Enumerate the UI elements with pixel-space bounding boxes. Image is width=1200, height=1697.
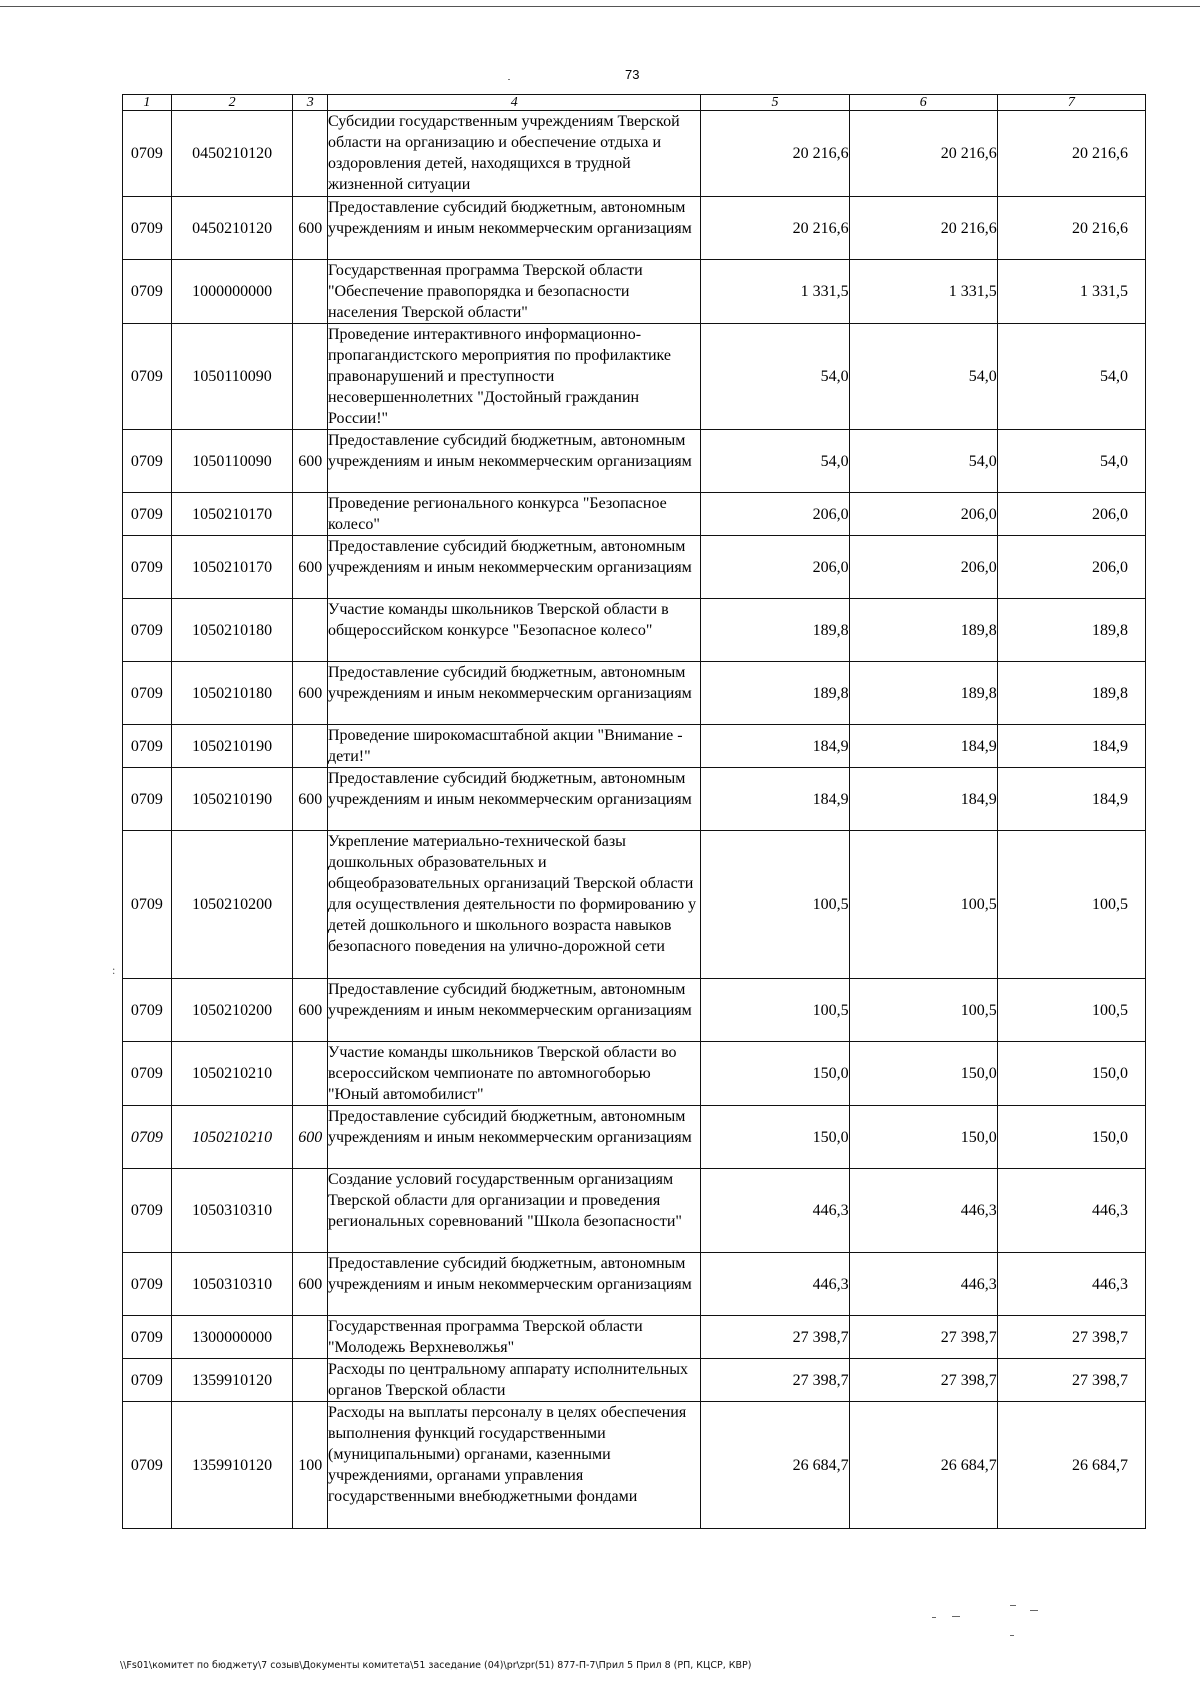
- amount-col-6-cell: 54,0: [849, 430, 997, 493]
- amount-col-5-cell: 27 398,7: [701, 1316, 849, 1359]
- table-body: [123, 111, 1146, 1529]
- expense-type-cell: [293, 599, 328, 662]
- target-code-cell: 1050210170: [171, 493, 293, 536]
- amount-col-5-cell: 446,3: [701, 1169, 849, 1253]
- target-code-cell: 1050310310: [171, 1253, 293, 1316]
- amount-col-5-cell: 206,0: [701, 536, 849, 599]
- description-cell: Предоставление субсидий бюджетным, автономным учреждениям и иным некоммерческим организациям: [327, 536, 700, 599]
- amount-col-5-cell: 100,5: [701, 979, 849, 1042]
- amount-col-5-cell: 150,0: [701, 1106, 849, 1169]
- table-row: [123, 430, 1146, 493]
- description-cell: Укрепление материально-технической базы дошкольных образовательных и общеобразовательных организаций Тверской области для осуществления деятельности по формированию у детей дошкольного и школьного возраста навыков безопасного поведения на улично-дорожной сети: [327, 831, 700, 979]
- amount-col-6-cell: 184,9: [849, 768, 997, 831]
- section-code-cell: 0709: [123, 197, 172, 260]
- amount-col-5-cell: 189,8: [701, 662, 849, 725]
- amount-col-6-cell: 150,0: [849, 1106, 997, 1169]
- section-code-cell: 0709: [123, 979, 172, 1042]
- target-code-cell: 1050310310: [171, 1169, 293, 1253]
- margin-mark: :: [112, 963, 116, 977]
- description-cell: Предоставление субсидий бюджетным, автономным учреждениям и иным некоммерческим организациям: [327, 662, 700, 725]
- section-code-cell: 0709: [123, 1042, 172, 1106]
- amount-col-7-cell: 446,3: [997, 1169, 1145, 1253]
- expense-type-cell: [293, 725, 328, 768]
- table-row: [123, 111, 1146, 197]
- description-cell: Субсидии государственным учреждениям Тверской области на организацию и обеспечение отдыха и оздоровления детей, находящихся в трудной жизненной ситуации: [327, 111, 700, 197]
- amount-col-6-cell: 100,5: [849, 979, 997, 1042]
- expense-type-cell: 600: [293, 1253, 328, 1316]
- description-cell: Предоставление субсидий бюджетным, автономным учреждениям и иным некоммерческим организациям: [327, 979, 700, 1042]
- expense-type-cell: 600: [293, 197, 328, 260]
- table-row: [123, 1169, 1146, 1253]
- amount-col-6-cell: 189,8: [849, 599, 997, 662]
- section-code-cell: 0709: [123, 768, 172, 831]
- section-code-cell: 0709: [123, 260, 172, 324]
- amount-col-6-cell: 100,5: [849, 831, 997, 979]
- target-code-cell: 1050210210: [171, 1042, 293, 1106]
- table-row: [123, 1042, 1146, 1106]
- section-code-cell: 0709: [123, 1316, 172, 1359]
- amount-col-6-cell: 150,0: [849, 1042, 997, 1106]
- description-cell: Предоставление субсидий бюджетным, автономным учреждениям и иным некоммерческим организациям: [327, 197, 700, 260]
- amount-col-7-cell: 446,3: [997, 1253, 1145, 1316]
- table-row: [123, 1106, 1146, 1169]
- description-cell: Государственная программа Тверской области "Обеспечение правопорядка и безопасности населения Тверской области": [327, 260, 700, 324]
- section-code-cell: 0709: [123, 1106, 172, 1169]
- description-cell: Участие команды школьников Тверской области в общероссийском конкурсе "Безопасное колесо": [327, 599, 700, 662]
- description-cell: Расходы по центральному аппарату исполнительных органов Тверской области: [327, 1359, 700, 1402]
- amount-col-5-cell: 54,0: [701, 430, 849, 493]
- amount-col-6-cell: 27 398,7: [849, 1359, 997, 1402]
- header-col-7: 7: [997, 95, 1145, 111]
- section-code-cell: 0709: [123, 662, 172, 725]
- section-code-cell: 0709: [123, 536, 172, 599]
- target-code-cell: 1050210180: [171, 599, 293, 662]
- target-code-cell: 1050210200: [171, 831, 293, 979]
- target-code-cell: 1000000000: [171, 260, 293, 324]
- amount-col-6-cell: 189,8: [849, 662, 997, 725]
- page-number: 73: [625, 67, 640, 82]
- header-row: [123, 95, 1146, 111]
- target-code-cell: 1050210190: [171, 725, 293, 768]
- table-row: [123, 599, 1146, 662]
- target-code-cell: 1359910120: [171, 1402, 293, 1529]
- table-row: [123, 260, 1146, 324]
- amount-col-7-cell: 100,5: [997, 979, 1145, 1042]
- section-code-cell: 0709: [123, 831, 172, 979]
- description-cell: Проведение интерактивного информационно-пропагандистского мероприятия по профилактике правонарушений и преступности несовершеннолетних "Достойный гражданин России!": [327, 324, 700, 430]
- expense-type-cell: 100: [293, 1402, 328, 1529]
- section-code-cell: 0709: [123, 599, 172, 662]
- target-code-cell: 1050210200: [171, 979, 293, 1042]
- section-code-cell: 0709: [123, 324, 172, 430]
- amount-col-7-cell: 27 398,7: [997, 1359, 1145, 1402]
- amount-col-7-cell: 54,0: [997, 324, 1145, 430]
- target-code-cell: 1050210210: [171, 1106, 293, 1169]
- scan-speck: [952, 1616, 960, 1617]
- expense-type-cell: 600: [293, 430, 328, 493]
- description-cell: Создание условий государственным организациям Тверской области для организации и проведения региональных соревнований "Школа безопасности": [327, 1169, 700, 1253]
- amount-col-7-cell: 26 684,7: [997, 1402, 1145, 1529]
- amount-col-5-cell: 20 216,6: [701, 111, 849, 197]
- budget-table: [122, 94, 1146, 1529]
- table-row: [123, 768, 1146, 831]
- header-col-3: 3: [293, 95, 328, 111]
- section-code-cell: 0709: [123, 430, 172, 493]
- table-row: [123, 197, 1146, 260]
- scan-speck: [1030, 1610, 1038, 1611]
- expense-type-cell: [293, 260, 328, 324]
- amount-col-5-cell: 1 331,5: [701, 260, 849, 324]
- amount-col-7-cell: 189,8: [997, 599, 1145, 662]
- table-row: [123, 493, 1146, 536]
- header-col-6: 6: [849, 95, 997, 111]
- expense-type-cell: [293, 111, 328, 197]
- amount-col-7-cell: 184,9: [997, 725, 1145, 768]
- table-row: [123, 979, 1146, 1042]
- amount-col-5-cell: 26 684,7: [701, 1402, 849, 1529]
- target-code-cell: 1050210190: [171, 768, 293, 831]
- amount-col-5-cell: 184,9: [701, 768, 849, 831]
- amount-col-7-cell: 1 331,5: [997, 260, 1145, 324]
- target-code-cell: 0450210120: [171, 197, 293, 260]
- amount-col-6-cell: 26 684,7: [849, 1402, 997, 1529]
- amount-col-6-cell: 206,0: [849, 536, 997, 599]
- amount-col-7-cell: 206,0: [997, 536, 1145, 599]
- footer-file-path: \\Fs01\комитет по бюджету\7 созыв\Документы комитета\51 заседание (04)\pr\zpr(51) 877-П-7\Прил 5 Прил 8 (РП, КЦСР, КВР): [120, 1660, 752, 1671]
- amount-col-5-cell: 100,5: [701, 831, 849, 979]
- amount-col-6-cell: 1 331,5: [849, 260, 997, 324]
- scan-speck: [1010, 1635, 1014, 1636]
- amount-col-7-cell: 20 216,6: [997, 197, 1145, 260]
- target-code-cell: 1050110090: [171, 430, 293, 493]
- section-code-cell: 0709: [123, 1402, 172, 1529]
- table-header: [123, 95, 1146, 111]
- amount-col-7-cell: 20 216,6: [997, 111, 1145, 197]
- amount-col-6-cell: 27 398,7: [849, 1316, 997, 1359]
- description-cell: Участие команды школьников Тверской области во всероссийском чемпионате по автомногоборью "Юный автомобилист": [327, 1042, 700, 1106]
- amount-col-5-cell: 206,0: [701, 493, 849, 536]
- amount-col-5-cell: 184,9: [701, 725, 849, 768]
- description-cell: Проведение широкомасштабной акции "Внимание - дети!": [327, 725, 700, 768]
- amount-col-5-cell: 189,8: [701, 599, 849, 662]
- amount-col-5-cell: 446,3: [701, 1253, 849, 1316]
- amount-col-6-cell: 446,3: [849, 1253, 997, 1316]
- description-cell: Предоставление субсидий бюджетным, автономным учреждениям и иным некоммерческим организациям: [327, 1106, 700, 1169]
- description-cell: Предоставление субсидий бюджетным, автономным учреждениям и иным некоммерческим организациям: [327, 768, 700, 831]
- target-code-cell: 1050210170: [171, 536, 293, 599]
- section-code-cell: 0709: [123, 725, 172, 768]
- amount-col-5-cell: 20 216,6: [701, 197, 849, 260]
- expense-type-cell: 600: [293, 979, 328, 1042]
- table-row: [123, 324, 1146, 430]
- expense-type-cell: 600: [293, 1106, 328, 1169]
- description-cell: Предоставление субсидий бюджетным, автономным учреждениям и иным некоммерческим организациям: [327, 430, 700, 493]
- expense-type-cell: [293, 831, 328, 979]
- amount-col-6-cell: 184,9: [849, 725, 997, 768]
- description-cell: Расходы на выплаты персоналу в целях обеспечения выполнения функций государственными (муниципальными) органами, казенными учреждениями, органами управления государственными внебюджетными фондами: [327, 1402, 700, 1529]
- header-col-5: 5: [701, 95, 849, 111]
- target-code-cell: 1359910120: [171, 1359, 293, 1402]
- amount-col-7-cell: 189,8: [997, 662, 1145, 725]
- table-row: [123, 1253, 1146, 1316]
- table-row: [123, 1359, 1146, 1402]
- expense-type-cell: [293, 1359, 328, 1402]
- amount-col-6-cell: 446,3: [849, 1169, 997, 1253]
- description-cell: Предоставление субсидий бюджетным, автономным учреждениям и иным некоммерческим организациям: [327, 1253, 700, 1316]
- header-col-1: 1: [123, 95, 172, 111]
- amount-col-6-cell: 20 216,6: [849, 197, 997, 260]
- amount-col-7-cell: 54,0: [997, 430, 1145, 493]
- amount-col-7-cell: 27 398,7: [997, 1316, 1145, 1359]
- section-code-cell: 0709: [123, 493, 172, 536]
- target-code-cell: 1050210180: [171, 662, 293, 725]
- amount-col-5-cell: 27 398,7: [701, 1359, 849, 1402]
- expense-type-cell: [293, 1316, 328, 1359]
- amount-col-7-cell: 206,0: [997, 493, 1145, 536]
- amount-col-7-cell: 150,0: [997, 1042, 1145, 1106]
- expense-type-cell: [293, 1169, 328, 1253]
- table-row: [123, 536, 1146, 599]
- expense-type-cell: [293, 493, 328, 536]
- expense-type-cell: [293, 1042, 328, 1106]
- amount-col-7-cell: 150,0: [997, 1106, 1145, 1169]
- description-cell: Государственная программа Тверской области "Молодежь Верхневолжья": [327, 1316, 700, 1359]
- description-cell: Проведение регионального конкурса "Безопасное колесо": [327, 493, 700, 536]
- section-code-cell: 0709: [123, 1359, 172, 1402]
- table-row: [123, 1316, 1146, 1359]
- target-code-cell: 0450210120: [171, 111, 293, 197]
- header-col-4: 4: [327, 95, 700, 111]
- table-row: [123, 1402, 1146, 1529]
- section-code-cell: 0709: [123, 1169, 172, 1253]
- amount-col-6-cell: 20 216,6: [849, 111, 997, 197]
- amount-col-6-cell: 206,0: [849, 493, 997, 536]
- scan-speck: [508, 79, 510, 80]
- table-row: [123, 831, 1146, 979]
- amount-col-7-cell: 184,9: [997, 768, 1145, 831]
- section-code-cell: 0709: [123, 111, 172, 197]
- expense-type-cell: 600: [293, 662, 328, 725]
- expense-type-cell: [293, 324, 328, 430]
- scan-speck: [932, 1617, 936, 1618]
- target-code-cell: 1050110090: [171, 324, 293, 430]
- target-code-cell: 1300000000: [171, 1316, 293, 1359]
- table-row: [123, 662, 1146, 725]
- header-col-2: 2: [171, 95, 293, 111]
- amount-col-7-cell: 100,5: [997, 831, 1145, 979]
- expense-type-cell: 600: [293, 536, 328, 599]
- section-code-cell: 0709: [123, 1253, 172, 1316]
- amount-col-5-cell: 54,0: [701, 324, 849, 430]
- amount-col-6-cell: 54,0: [849, 324, 997, 430]
- expense-type-cell: 600: [293, 768, 328, 831]
- top-rule: [0, 6, 1200, 7]
- amount-col-5-cell: 150,0: [701, 1042, 849, 1106]
- table-row: [123, 725, 1146, 768]
- scan-speck: [1010, 1605, 1016, 1606]
